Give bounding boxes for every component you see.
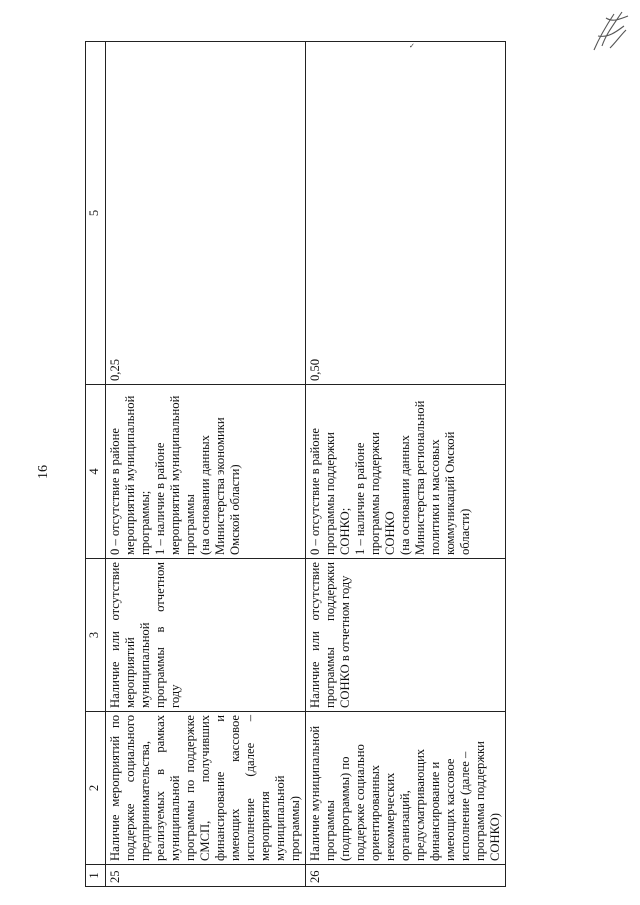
header-cell-3: 3 — [86, 559, 106, 712]
description-cell: Наличие или отсутствие программы поддержки СОНКО в отчетном году — [306, 559, 506, 712]
page-number: 16 — [36, 465, 51, 479]
method-line: 1 – наличие в районе программы поддержки СОНКО — [353, 432, 397, 555]
indicator-cell: Наличие муниципальной программы (подпрограммы) по поддержке социально ориентированных некоммерческих организаций, предусматривающих финансирование и имеющих кассовое исполнение (далее – программа поддержки СОНКО) — [306, 712, 506, 865]
table-row — [106, 42, 306, 887]
corner-mark: ✓ — [409, 42, 415, 50]
method-cell — [106, 385, 306, 559]
description-cell: Наличие или отсутствие мероприятий муниципальной программы в отчетном году — [106, 559, 306, 712]
method-line: (на основании данных Министерства экономики Омской области) — [198, 417, 242, 555]
method-line: 1 – наличие в районе мероприятий муниципальной программы — [153, 395, 197, 555]
row-number: 26 — [306, 865, 506, 887]
criteria-table — [85, 41, 506, 887]
weight-cell: 0,50 — [306, 42, 506, 385]
method-line: (на основании данных Министерства региональной политики и массовых коммуникаций Омской области) — [398, 400, 472, 555]
indicator-cell: Наличие мероприятий по поддержке социального предпринимательства, реализуемых в рамках муниципальной программы по поддержке СМСП, получивших финансирование и имеющих кассовое исполнение (далее – мероприятия муниципальной программы) — [106, 712, 306, 865]
weight-cell: 0,25 — [106, 42, 306, 385]
header-cell-2: 2 — [86, 712, 106, 865]
header-row — [86, 42, 106, 887]
header-cell-1: 1 — [86, 865, 106, 887]
handwritten-signature-icon — [588, 6, 632, 56]
header-cell-4: 4 — [86, 385, 106, 559]
rotated-table-container — [85, 42, 502, 887]
table-row — [306, 42, 506, 887]
method-cell — [306, 385, 506, 559]
method-line: 0 – отсутствие в районе программы поддержки СОНКО; — [308, 428, 352, 555]
row-number: 25 — [106, 865, 306, 887]
method-line: 0 – отсутствие в районе мероприятий муниципальной программы; — [108, 395, 152, 555]
header-cell-5: 5 — [86, 42, 106, 385]
